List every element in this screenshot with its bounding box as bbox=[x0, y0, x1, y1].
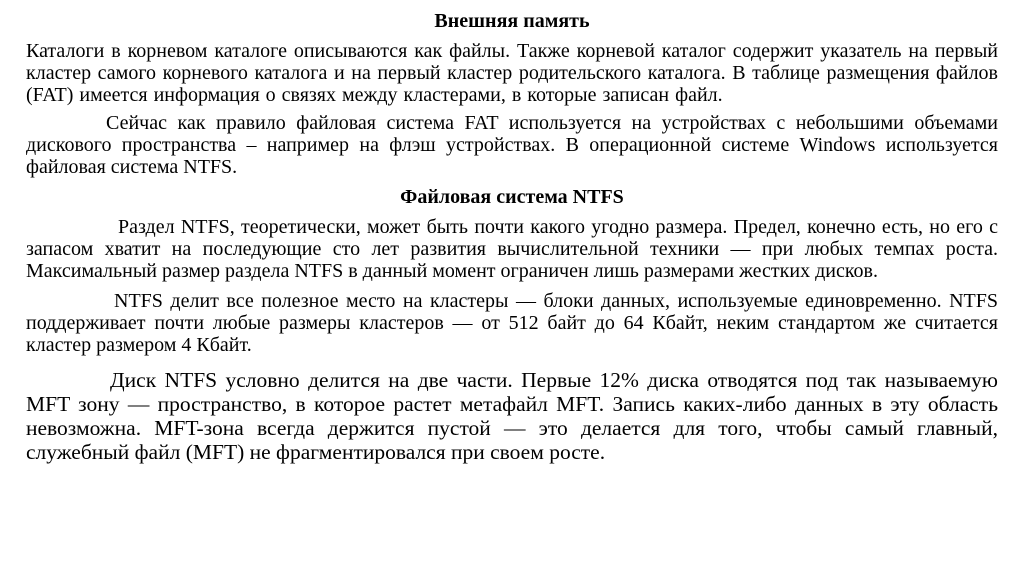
paragraph-mft-zone: Диск NTFS условно делится на две части. Первые 12% диска отводятся под так называемую MFT зону — пространство, в которое растет метафайл MFT. Запись каких-либо данных в эту область невозможна. MFT-зона всегда держится пустой — это делается для того, чтобы самый главный, служебный файл (MFT) не фрагментировался при своем росте. bbox=[26, 368, 998, 464]
document-page bbox=[26, 8, 998, 464]
paragraph-fat-usage: Сейчас как правило файловая система FAT используется на устройствах с небольшими объемами дискового пространства – например на флэш устройствах. В операционной системе Windows используется файловая система NTFS. bbox=[26, 112, 998, 178]
paragraph-root-directory: Каталоги в корневом каталоге описываются как файлы. Также корневой каталог содержит указатель на первый кластер самого корневого каталога и на первый кластер родительского каталога. В таблице размещения файлов (FAT) имеется информация о связях между кластерами, в которые записан файл. bbox=[26, 40, 998, 106]
paragraph-ntfs-partition-size: Раздел NTFS, теоретически, может быть почти какого угодно размера. Предел, конечно есть, но его с запасом хватит на последующие сто лет развития вычислительной техники — при любых темпах роста. Максимальный размер раздела NTFS в данный момент ограничен лишь размерами жестких дисков. bbox=[26, 216, 998, 282]
paragraph-ntfs-clusters: NTFS делит все полезное место на кластеры — блоки данных, используемые единовременно. NTFS поддерживает почти любые размеры кластеров — от 512 байт до 64 Кбайт, неким стандартом же считается кластер размером 4 Кбайт. bbox=[26, 290, 998, 356]
heading-ntfs: Файловая система NTFS bbox=[400, 186, 624, 208]
heading-external-memory: Внешняя память bbox=[434, 10, 590, 32]
